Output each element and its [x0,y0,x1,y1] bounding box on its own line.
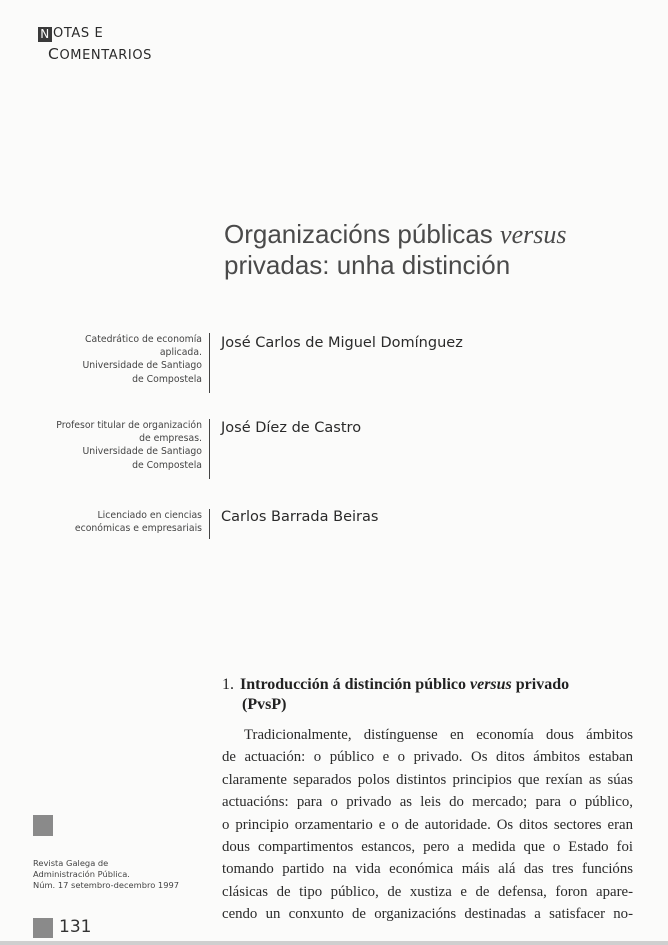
affiliation-line: aplicada. [159,347,202,359]
section-header-initial-c: C [48,45,60,63]
affiliation-line: Universidade de Santiago [82,360,202,372]
body-line: o principio orzamentario e o de autoridade. Os ditos sectores eran [222,816,633,833]
section-heading-italic: versus [469,676,512,693]
section-heading-line-2: (PvsP) [242,696,287,713]
affiliation-line: Licenciado en ciencias [97,510,202,521]
affiliation-line: Catedrático de economía [85,334,202,345]
page-number: 131 [59,917,92,937]
section-header-line-1 [38,22,238,44]
section-header-line-2 [38,44,238,66]
affiliation-line: Universidade de Santiago [82,446,202,458]
section-heading-line-1 [222,675,642,695]
page-number-box [33,918,53,938]
section-heading [222,675,642,715]
section-header-initial-box: N [38,27,52,42]
title-line-1 [224,219,644,250]
author-name: Carlos Barrada Beiras [221,509,379,525]
section-header-line-1-text: OTAS E [53,26,104,41]
affiliation-line: Profesor titular de organización [56,420,202,431]
body-line: Tradicionalmente, distínguense en economía dous ámbitos [244,727,633,743]
author-affiliation [12,419,208,472]
author-affiliation [12,509,208,535]
journal-line: Administración Pública. [33,869,130,879]
author-name: José Díez de Castro [221,420,362,436]
affiliation-line: de Compostela [132,373,202,385]
author-affiliation [12,333,208,386]
body-line: clásicas de tipo público, de xustiza e de defensa, foron apare- [222,883,633,900]
decorative-square [33,815,53,836]
body-line: de actuación: o público e o privado. Os ditos ámbitos estaban [222,749,633,766]
title-line-1-text: Organizacións públicas [224,219,501,249]
article-title [224,219,644,281]
section-heading-text-end: privado [511,676,570,693]
affiliation-line: económicas e empresariais [74,523,202,535]
affiliation-divider [209,333,210,393]
journal-line: Núm. 17 setembro-decembro 1997 [33,880,180,890]
body-paragraph [222,724,633,926]
bottom-rule [0,941,668,945]
section-number: 1. [222,676,234,693]
author-name: José Carlos de Miguel Domínguez [221,335,463,351]
affiliation-divider [209,419,210,479]
body-line: cendo un conxunto de organizacións destinadas a satisfacer no- [222,906,633,923]
affiliation-divider [209,509,210,539]
title-italic-word: versus [500,220,567,249]
journal-line: Revista Galega de [33,858,109,868]
affiliation-line: de empresas. [139,433,202,445]
title-line-2: privadas: unha distinción [224,250,511,280]
body-line: claramente separados polos distintos principios que rexían as súas [222,771,633,788]
section-header-line-2-text: OMENTARIOS [59,48,153,63]
body-line: tomando partido na vida económica máis alá das tres funcións [222,861,633,878]
section-heading-text: Introducción á distinción público [240,676,470,693]
section-header [38,22,238,66]
body-line: actuacións: para o privado as leis do mercado; para o público, [222,794,633,811]
body-line: dous compartimentos estancos, pero a medida que o Estado foi [222,839,633,856]
affiliation-line: de Compostela [132,459,202,471]
journal-info [33,858,213,891]
